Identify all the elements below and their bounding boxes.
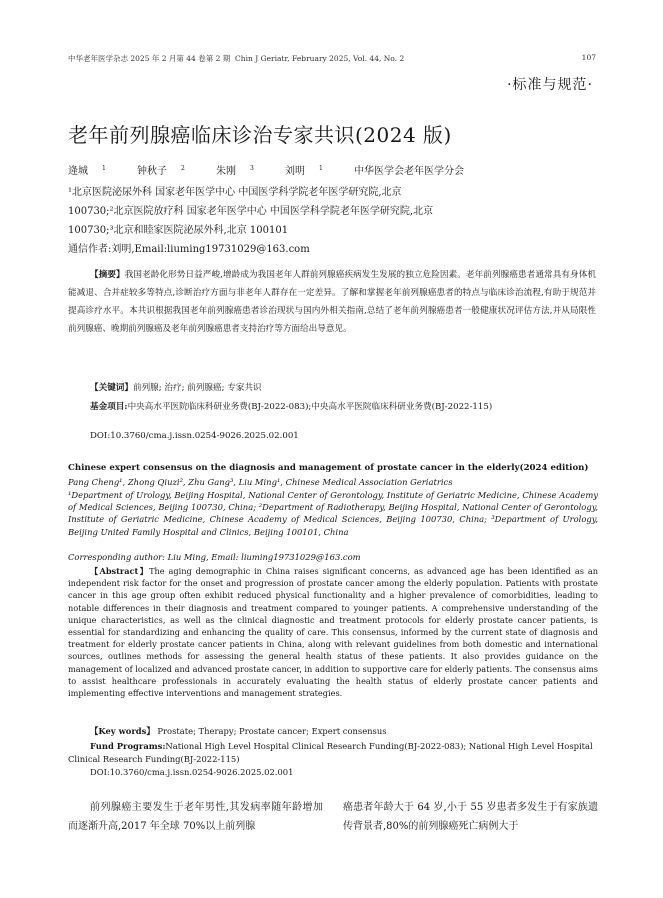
journal-cn: 中华老年医学杂志 2025 年 2 月第 44 卷第 2 期	[68, 54, 231, 63]
journal-en: Chin J Geriatr, February 2025, Vol. 44, No. 2	[235, 54, 405, 63]
fund-label-en: Fund Programs:	[90, 741, 166, 751]
doi-en[interactable]: DOI:10.3760/cma.j.issn.0254-9026.2025.02.001	[90, 767, 294, 777]
body-column-left: 前列腺癌主要发生于老年男性,其发病率随年龄增加而逐渐升高,2017 年全球 70%以上前列腺	[68, 802, 323, 832]
keywords-label-cn: 【关键词】	[90, 383, 133, 393]
section-tag: ·标准与规范·	[507, 77, 593, 93]
english-corresponding[interactable]: Corresponding author: Liu Ming, Email: liuming19731029@163.com	[68, 552, 361, 562]
fund-cn	[68, 399, 596, 415]
affiliation-line: 100730;³北京和睦家医院泌尿外科,北京 100101	[68, 225, 289, 236]
keywords-text-cn: 前列腺; 治疗; 前列腺癌; 专家共识	[132, 383, 262, 393]
author: 逄城 $^1$	[68, 164, 106, 177]
affiliation-line: 100730;²北京医院放疗科 国家老年医学中心 中国医学科学院老年医学研究院,北京	[68, 206, 434, 217]
keywords-en	[90, 725, 387, 737]
abstract-en	[68, 565, 598, 699]
abstract-text-en: The aging demographic in China raises significant concerns, as advanced age has been identified as an independent risk factor for the onset and progression of prostate cancer among the elderly population. Patients with prostate cancer in this age group often exhibit reduced physical functionality and a higher prevalence of comorbidities, leading to notable differences in their diagnosis and treatment compared to younger patients. A comprehensive understanding of the unique characteristics, as well as the clinical diagnostic and treatment protocols for elderly prostate cancer patients, is essential for standardizing and enhancing the quality of care. This consensus, informed by the current state of diagnosis and treatment for elderly prostate cancer patients in China, along with relevant guidelines from both domestic and international sources, outlines methods for assessing the general health status of these patients. It also provides guidance on the management of localized and advanced prostate cancer, in addition to supportive care for elderly patients. The consensus aims to assist healthcare professionals in accurately evaluating the health status of elderly prostate cancer patients and implementing effective interventions and management strategies.	[68, 566, 598, 699]
abstract-label-en: 【Abstract】	[90, 566, 150, 576]
running-header-left	[68, 53, 404, 64]
keywords-label-en: 【Key words】	[90, 726, 155, 736]
keywords-cn	[90, 381, 262, 393]
fund-text-cn: 中央高水平医院临床科研业务费(BJ-2022-083);中央高水平医院临床科研业务费(BJ-2022-115)	[127, 402, 493, 412]
author: 朱刚 $^3$	[216, 164, 254, 177]
english-affiliations: ¹Department of Urology, Beijing Hospital, National Center of Gerontology, Institute of Geriatric Medicine, Chinese Academy of Medical Sciences, Beijing 100730, China; ²Department of Radiotherapy, Beijing Hospital, National Center of Gerontology, Institute of Geriatric Medicine, Chinese Academy of Medical Sciences, Beijing 100730, China; ³Department of Urology, Beijing United Family Hospital and Clinics, Beijing 100101, China	[68, 490, 598, 537]
fund-text-en: National High Level Hospital Clinical Research Funding(BJ-2022-083); National High Level Hospital Clinical Research Funding(BJ-2022-115)	[68, 741, 593, 764]
english-authors: Pang Cheng¹, Zhong Qiuzi², Zhu Gang³, Liu Ming¹, Chinese Medical Association Geriatrics	[68, 477, 453, 487]
page-number: 107	[581, 53, 596, 62]
doi-cn[interactable]: DOI:10.3760/cma.j.issn.0254-9026.2025.02.001	[90, 431, 299, 441]
abstract-text-cn: 我国老龄化形势日益严峻,增龄成为我国老年人群前列腺癌疾病发生发展的独立危险因素。老年前列腺癌患者通常具有身体机能减退、合并症较多等特点,诊断治疗方面与非老年人群存在一定差异。了解和掌握老年前列腺癌患者的特点与临床诊治流程,有助于规范并提高诊疗水平。本共识根据我国老年前列腺癌患者诊治现状与国内外相关指南,总结了老年前列腺癌患者一般健康状况评估方法,并从局限性前列腺癌、晚期前列腺癌及老年前列腺癌患者支持治疗等方面给出导意见。	[68, 270, 596, 334]
abstract-label-cn: 【摘要】	[90, 270, 125, 280]
fund-label-cn: 基金项目:	[90, 402, 128, 412]
keywords-text-en: Prostate; Therapy; Prostate cancer; Expert consensus	[157, 726, 387, 736]
article-title: 老年前列腺癌临床诊治专家共识(2024 版)	[68, 123, 452, 147]
english-title: Chinese expert consensus on the diagnosis and management of prostate cancer in the elderly(2024 edition)	[68, 463, 589, 473]
author: 钟秋子 $^2$	[137, 164, 185, 177]
body-column-right: 癌患者年龄大于 64 岁,小于 55 岁患者多发生于有家族遗传背景者,80%的前列腺癌死亡病例大于	[343, 802, 598, 832]
corresponding-author-cn[interactable]: 通信作者:刘明,Email:liuming19731029@163.com	[68, 244, 310, 255]
fund-en	[68, 740, 598, 766]
affiliation-line: ¹北京医院泌尿外科 国家老年医学中心 中国医学科学院老年医学研究院,北京	[68, 187, 402, 198]
affiliations-cn	[68, 183, 596, 259]
abstract-cn	[68, 266, 596, 338]
author: 刘明 $^1$	[285, 164, 323, 177]
author-group: 中华医学会老年医学分会	[354, 166, 465, 177]
author-list-cn	[68, 162, 492, 177]
